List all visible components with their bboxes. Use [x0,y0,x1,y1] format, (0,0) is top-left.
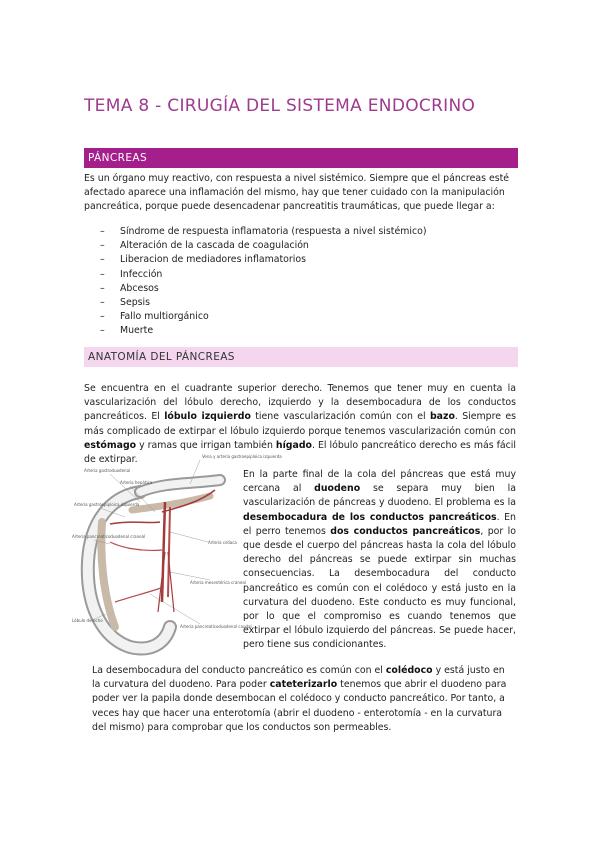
section-heading-pancreas: PÁNCREAS [84,148,518,168]
list-item: – Alteración de la cascada de coagulación [100,239,510,253]
pancreas-left-lobe [132,496,210,510]
figure-label: Arteria pancreaticoduodenal craneal [72,534,146,539]
figure-label: Arteria hepática [120,480,153,485]
figure-label: Arteria gastroepiploica izquierda [74,502,140,507]
figure-label: Arteria pancreaticoduodenal caudal [180,624,252,629]
gastroduodenal-artery [110,522,160,524]
list-item: – Muerte [100,324,510,338]
figure-label: Arteria celíaca [208,540,237,545]
pancreas-intro: Es un órgano muy reactivo, con respuesta a nivel sistémico. Siempre que el páncreas esté afectado aparece una inflamación del mismo, hay que tener cuidado con la manipulación pancreática, porque puede desencadenar pancreatitis traumáticas, que puede llegar a: [84,173,510,213]
list-item: – Liberacion de mediadores inflamatorios [100,253,510,267]
mesenteric-branches [158,552,174,612]
figure-label: Arteria mesentérica craneal [190,580,246,585]
list-item: – Infección [100,268,510,282]
caudal-pancreaticoduodenal-artery [115,587,164,602]
anatomia-paragraph-2: En la parte final de la cola del páncreas que está muy cercana al duodeno se separa muy bien la vascularización de páncreas y duodeno. El problema es la desembocadura de los conductos pancreáticos. En el perro tenemos dos conductos pancreáticos, por lo que desde el cuerpo del páncreas hasta la cola del lóbulo derecho del páncreas se puede extirpar sin muchas consecuencias. La desembocadura del conducto pancreático es común con el colédoco y está justo en la curvatura del duodeno. Este conducto es muy funcional, por lo que el compromiso es cuando tenemos que extirpar el lóbulo izquierdo del páncreas. Se puede hacer, pero tiene sus condicionantes. [243,469,516,651]
section-heading-anatomia: ANATOMÍA DEL PÁNCREAS [84,347,518,367]
anatomia-paragraph-1: Se encuentra en el cuadrante superior derecho. Tenemos que tener muy en cuenta la vascularización del lóbulo derecho, izquierdo y la desembocadura de los conductos pancreáticos. El lóbulo izquierdo tiene vascularización común con el bazo. Siempre es más complicado de extirpar el lóbulo izquierdo porque tenemos vascularización común con estómago y ramas que irrigan también hígado. El lóbulo pancreático derecho es más fácil de extirpar. [84,383,517,466]
list-item: – Fallo multiorgánico [100,310,510,324]
leader-line [150,594,200,624]
pancreaticoduodenal-artery [110,542,162,550]
list-item: – Sepsis [100,296,510,310]
figure-label: Arteria gastroduodenal [84,468,131,473]
leader-line [170,532,208,542]
pancreas-vascular-diagram [70,452,282,662]
leader-line [170,572,210,580]
figure-label: Vena y arteria gastroepiploica izquierda [202,454,282,459]
page-title: TEMA 8 - CIRUGÍA DEL SISTEMA ENDOCRINO [84,96,476,116]
figure-label: Lóbulo derecho [72,618,103,623]
list-item: – Abcesos [100,282,510,296]
list-item: – Síndrome de respuesta inflamatoria (respuesta a nivel sistémico) [100,225,510,239]
anatomia-paragraph-3: La desembocadura del conducto pancreático es común con el colédoco y está justo en la curvatura del duodeno. Para poder cateterizarlo tenemos que abrir el duodeno para poder ver la papila donde desembocan el colédoco y conducto pancreático. Por tanto, a veces hay que hacer una enterotomía (abrir el duodeno - enterotomía - en la curvatura del mismo) para comprobar que los conductos son permeables. [92,665,507,733]
pancreas-diagram-svg [70,452,282,662]
complications-list [100,225,510,339]
